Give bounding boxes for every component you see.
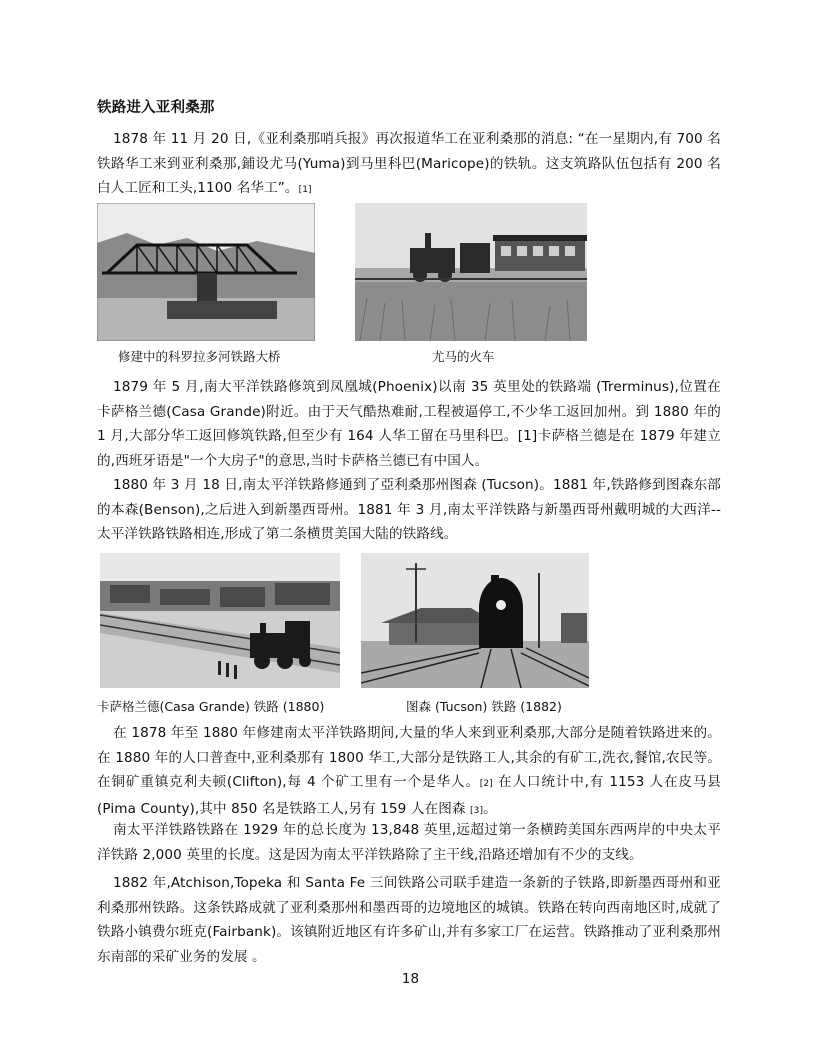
caption-bridge: 修建中的科罗拉多河铁路大桥	[118, 349, 281, 364]
caption-tucson: 图森 (Tucson) 铁路 (1882)	[406, 699, 562, 714]
caption-yuma-train: 尤马的火车	[432, 349, 495, 364]
page-number: 18	[401, 971, 420, 987]
paragraph-4-text-c: 。	[483, 800, 497, 817]
photo-tucson-railway	[361, 553, 589, 688]
paragraph-6: 1882 年,Atchison,Topeka 和 Santa Fe 三间铁路公司联手建造一条新的子铁路,即新墨西哥州和亚利桑那州铁路。这条铁路成就了亚利桑那州和墨西哥的边境地区的城镇。铁路在转向西南地区时,成就了铁路小镇费尔班克(Fairbank)。该镇附近地区有许多矿山,并有多家工厂在运营。铁路推动了亚利桑那州东南部的采矿业务的发展 。	[97, 875, 721, 965]
caption-casa-grande: 卡萨格兰德(Casa Grande) 铁路 (1880)	[97, 699, 325, 714]
paragraph-4	[97, 721, 721, 823]
paragraph-1-text: 1878 年 11 月 20 日,《亚利桑那哨兵报》再次报道华工在亚利桑那的消息: “在一星期内,有 700 名铁路华工来到亚利桑那,鋪设尤马(Yuma)到马里科巴(Maricope)的铁轨。这支筑路队伍包括有 200 名白人工匠和工头,1100 名华工”。	[97, 131, 721, 197]
photo-casa-grande-railway	[100, 553, 340, 688]
paragraph-2: 1879 年 5 月,南大平洋铁路修筑到凤凰城(Phoenix)以南 35 英里处的铁路端 (Trerminus),位置在卡萨格兰德(Casa Grande)附近。由于天气酷热难耐,工程被逼停工,不少华工返回加州。到 1880 年的 1 月,大部分华工返回修筑铁路,但至少有 164 人华工留在马里科巴。[1]卡萨格兰德是在 1879 年建立的,西班牙语是"一个大房子"的意思,当时卡萨格兰德已有中国人。	[97, 379, 721, 469]
section-heading: 铁路进入亚利桑那	[97, 100, 215, 116]
photo-colorado-river-bridge	[97, 203, 315, 341]
reference-3[interactable]: [3]	[470, 805, 484, 816]
reference-1[interactable]: [1]	[298, 185, 312, 196]
paragraph-4-text-a: 在 1878 年至 1880 年修建南太平洋铁路期间,大量的华人来到亚利桑那,大部分是随着铁路进来的。在 1880 年的人口普查中,亚利桑那有 1800 华工,大部分是铁路工人,其余的有矿工,洗衣,餐馆,农民等。在铜矿重镇克利夫顿(Clifton),每 4 个矿工里有一个是华人。	[97, 725, 721, 791]
paragraph-3: 1880 年 3 月 18 日,南太平洋铁路修通到了亞利桑那州图森 (Tucson)。1881 年,铁路修到图森东部的本森(Benson),之后进入到新墨西哥州。1881 年 3 月,南太平洋铁路与新墨西哥州戴明城的大西洋--太平洋铁路铁路相连,形成了第二条横贯美国大陆的铁路线。	[97, 477, 721, 543]
reference-2[interactable]: [2]	[479, 779, 493, 790]
paragraph-4-text-b: 在人口统计中,有 1153 人在皮马县(Pima County),其中 850 名是铁路工人,另有 159 人在图森	[97, 774, 721, 817]
photo-yuma-train	[355, 203, 587, 341]
paragraph-1	[97, 127, 721, 203]
paragraph-5: 南太平洋铁路铁路在 1929 年的总长度为 13,848 英里,远超过第一条横跨美国东西两岸的中央太平洋铁路 2,000 英里的长度。这是因为南太平洋铁路除了主干线,沿路还增加有不少的支线。	[97, 822, 721, 863]
